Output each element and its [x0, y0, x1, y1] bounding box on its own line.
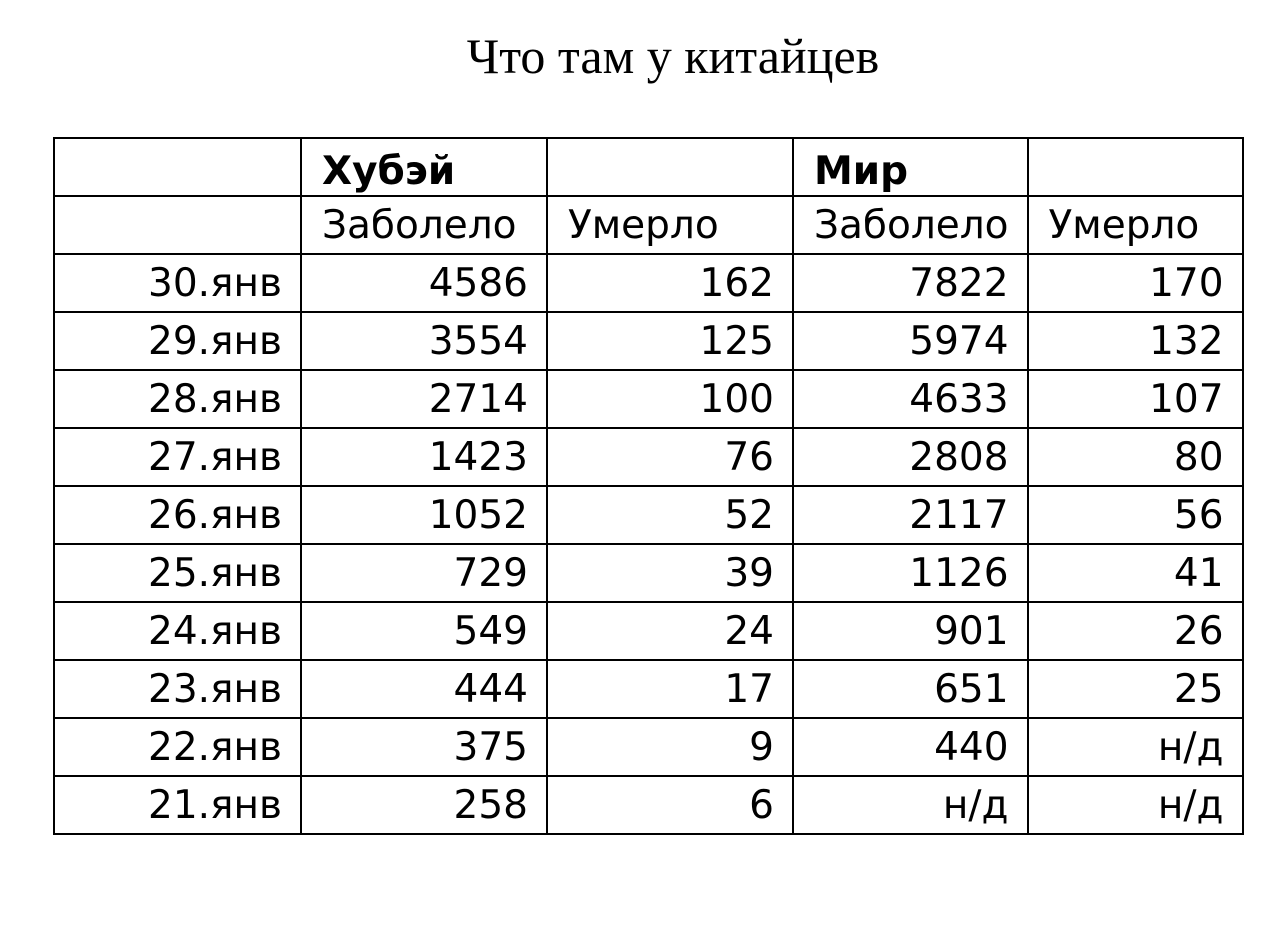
world-deaths-cell: н/д — [1028, 718, 1243, 776]
metric-cell-hubei-deaths: Умерло — [547, 196, 793, 254]
date-cell: 28.янв — [54, 370, 301, 428]
hubei-deaths-cell: 100 — [547, 370, 793, 428]
world-deaths-cell: 107 — [1028, 370, 1243, 428]
metric-cell-world-infected: Заболело — [793, 196, 1028, 254]
world-deaths-cell: 80 — [1028, 428, 1243, 486]
hubei-infected-cell: 549 — [301, 602, 547, 660]
table-row — [54, 486, 1243, 544]
date-cell: 23.янв — [54, 660, 301, 718]
hubei-deaths-cell: 125 — [547, 312, 793, 370]
hubei-deaths-cell: 76 — [547, 428, 793, 486]
world-infected-cell: н/д — [793, 776, 1028, 834]
hubei-infected-cell: 4586 — [301, 254, 547, 312]
hubei-deaths-cell: 24 — [547, 602, 793, 660]
hubei-deaths-cell: 39 — [547, 544, 793, 602]
date-cell: 24.янв — [54, 602, 301, 660]
metric-cell-hubei-infected: Заболело — [301, 196, 547, 254]
date-cell: 22.янв — [54, 718, 301, 776]
world-infected-cell: 2808 — [793, 428, 1028, 486]
hubei-infected-cell: 258 — [301, 776, 547, 834]
hubei-infected-cell: 3554 — [301, 312, 547, 370]
world-infected-cell: 2117 — [793, 486, 1028, 544]
table-row — [54, 544, 1243, 602]
region-cell-world: Мир — [793, 138, 1028, 196]
table-row — [54, 602, 1243, 660]
world-deaths-cell: н/д — [1028, 776, 1243, 834]
table-row — [54, 254, 1243, 312]
hubei-infected-cell: 729 — [301, 544, 547, 602]
date-cell: 30.янв — [54, 254, 301, 312]
world-deaths-cell: 25 — [1028, 660, 1243, 718]
metric-cell-world-deaths: Умерло — [1028, 196, 1243, 254]
date-cell: 21.янв — [54, 776, 301, 834]
hubei-deaths-cell: 17 — [547, 660, 793, 718]
date-cell: 26.янв — [54, 486, 301, 544]
region-cell-empty — [1028, 138, 1243, 196]
world-infected-cell: 7822 — [793, 254, 1028, 312]
world-infected-cell: 440 — [793, 718, 1028, 776]
world-deaths-cell: 41 — [1028, 544, 1243, 602]
date-cell: 29.янв — [54, 312, 301, 370]
hubei-infected-cell: 2714 — [301, 370, 547, 428]
world-infected-cell: 4633 — [793, 370, 1028, 428]
table-row — [54, 428, 1243, 486]
world-deaths-cell: 170 — [1028, 254, 1243, 312]
table-row — [54, 312, 1243, 370]
hubei-infected-cell: 375 — [301, 718, 547, 776]
world-infected-cell: 901 — [793, 602, 1028, 660]
hubei-deaths-cell: 52 — [547, 486, 793, 544]
world-deaths-cell: 56 — [1028, 486, 1243, 544]
date-cell: 27.янв — [54, 428, 301, 486]
region-cell-empty — [547, 138, 793, 196]
world-infected-cell: 1126 — [793, 544, 1028, 602]
region-cell-empty — [54, 138, 301, 196]
hubei-deaths-cell: 9 — [547, 718, 793, 776]
world-deaths-cell: 132 — [1028, 312, 1243, 370]
region-header-row — [54, 138, 1243, 196]
page-title: Что там у китайцев — [466, 28, 880, 84]
hubei-infected-cell: 444 — [301, 660, 547, 718]
table-row — [54, 660, 1243, 718]
table-row — [54, 370, 1243, 428]
table-row — [54, 776, 1243, 834]
hubei-deaths-cell: 162 — [547, 254, 793, 312]
world-deaths-cell: 26 — [1028, 602, 1243, 660]
date-cell: 25.янв — [54, 544, 301, 602]
table-row — [54, 718, 1243, 776]
hubei-infected-cell: 1052 — [301, 486, 547, 544]
metric-header-row — [54, 196, 1243, 254]
world-infected-cell: 651 — [793, 660, 1028, 718]
hubei-infected-cell: 1423 — [301, 428, 547, 486]
world-infected-cell: 5974 — [793, 312, 1028, 370]
metric-cell-empty — [54, 196, 301, 254]
hubei-deaths-cell: 6 — [547, 776, 793, 834]
data-table — [53, 137, 1244, 835]
region-cell-hubei: Хубэй — [301, 138, 547, 196]
